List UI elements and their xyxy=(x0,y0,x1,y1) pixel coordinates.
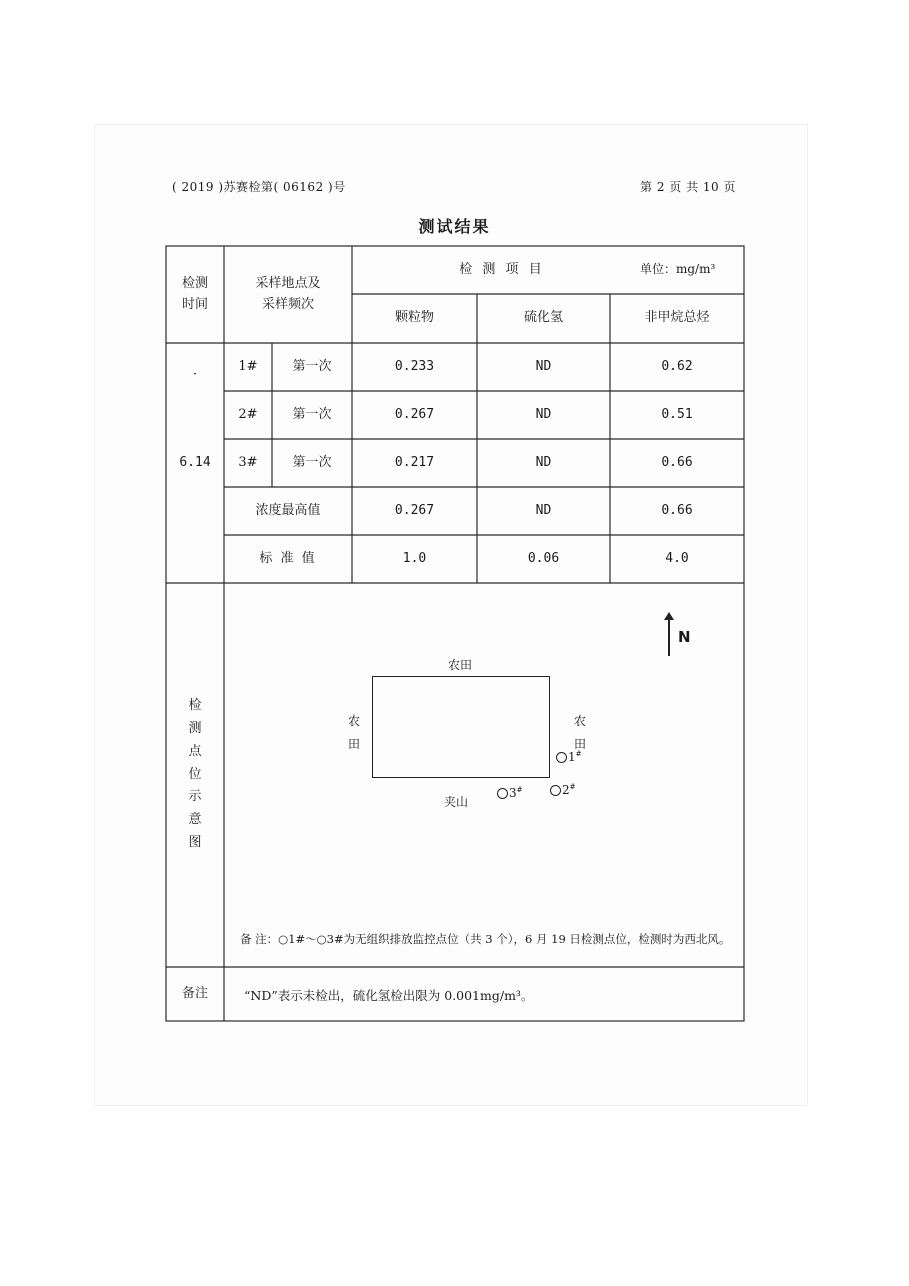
value-2-nmhc: 0.51 xyxy=(661,406,693,422)
header-item-h2s: 硫化氢 xyxy=(523,310,563,326)
point-3: 3# xyxy=(238,454,258,470)
map-section-label: 检 测 点 位 示 意 图 xyxy=(188,698,202,850)
remarks-label: 备注 xyxy=(181,985,208,1001)
north-arrow-icon xyxy=(668,618,670,656)
header-sampling-site: 采样地点及 采样频次 xyxy=(255,275,321,312)
point-1: 1# xyxy=(238,358,258,374)
map-note: 备 注：○1#～○3#为无组织排放监控点位（共 3 个），6 月 19 日检测点位，检测时为西北风。 xyxy=(240,932,731,946)
header-item-nmhc: 非甲烷总烃 xyxy=(644,310,710,326)
standard-nmhc: 4.0 xyxy=(665,550,689,566)
point-circle-icon xyxy=(556,752,567,763)
point-circle-icon xyxy=(497,788,508,799)
page-indicator: 第 2 页 共 10 页 xyxy=(640,180,736,194)
header-test-items: 检 测 项 目 xyxy=(459,261,545,277)
header-item-particulate: 颗粒物 xyxy=(394,310,434,326)
site-boundary xyxy=(372,676,550,778)
value-3-nmhc: 0.66 xyxy=(661,454,693,470)
header-test-time: 检测 时间 xyxy=(181,275,208,312)
north-label: N xyxy=(678,628,691,646)
page-title: 测试结果 xyxy=(418,217,491,236)
standard-h2s: 0.06 xyxy=(527,550,560,566)
point-circle-icon xyxy=(550,785,561,796)
map-left-label: 农 田 xyxy=(348,714,361,751)
value-3-particulate: 0.217 xyxy=(394,454,435,470)
max-label: 浓度最高值 xyxy=(255,502,321,518)
monitoring-point-3: 3# xyxy=(497,786,523,800)
max-particulate: 0.267 xyxy=(394,502,435,518)
value-1-h2s: ND xyxy=(535,358,552,374)
value-2-h2s: ND xyxy=(535,406,552,422)
date-dot: · xyxy=(192,366,198,382)
freq-3: 第一次 xyxy=(292,454,332,470)
header-unit: 单位：mg/m³ xyxy=(640,262,716,277)
remarks-text: “ND”表示未检出，硫化氢检出限为 0.001mg/m³。 xyxy=(244,988,534,1003)
test-date: 6.14 xyxy=(179,454,211,470)
max-nmhc: 0.66 xyxy=(661,502,693,518)
value-1-particulate: 0.233 xyxy=(394,358,435,374)
monitoring-point-2: 2# xyxy=(550,783,576,797)
value-2-particulate: 0.267 xyxy=(394,406,435,422)
value-1-nmhc: 0.62 xyxy=(661,358,693,374)
max-h2s: ND xyxy=(535,502,552,518)
map-bottom-label: 夹山 xyxy=(444,795,469,809)
map-top-label: 农田 xyxy=(448,658,473,672)
freq-2: 第一次 xyxy=(292,406,332,422)
report-number: ( 2019 )苏赛检第( 06162 )号 xyxy=(172,180,346,194)
freq-1: 第一次 xyxy=(292,358,332,374)
standard-particulate: 1.0 xyxy=(402,550,427,566)
map-right-label: 农 田 xyxy=(574,714,587,751)
point-2: 2# xyxy=(238,406,258,422)
value-3-h2s: ND xyxy=(535,454,552,470)
monitoring-point-1: 1# xyxy=(556,750,582,764)
standard-label: 标 准 值 xyxy=(259,550,317,566)
